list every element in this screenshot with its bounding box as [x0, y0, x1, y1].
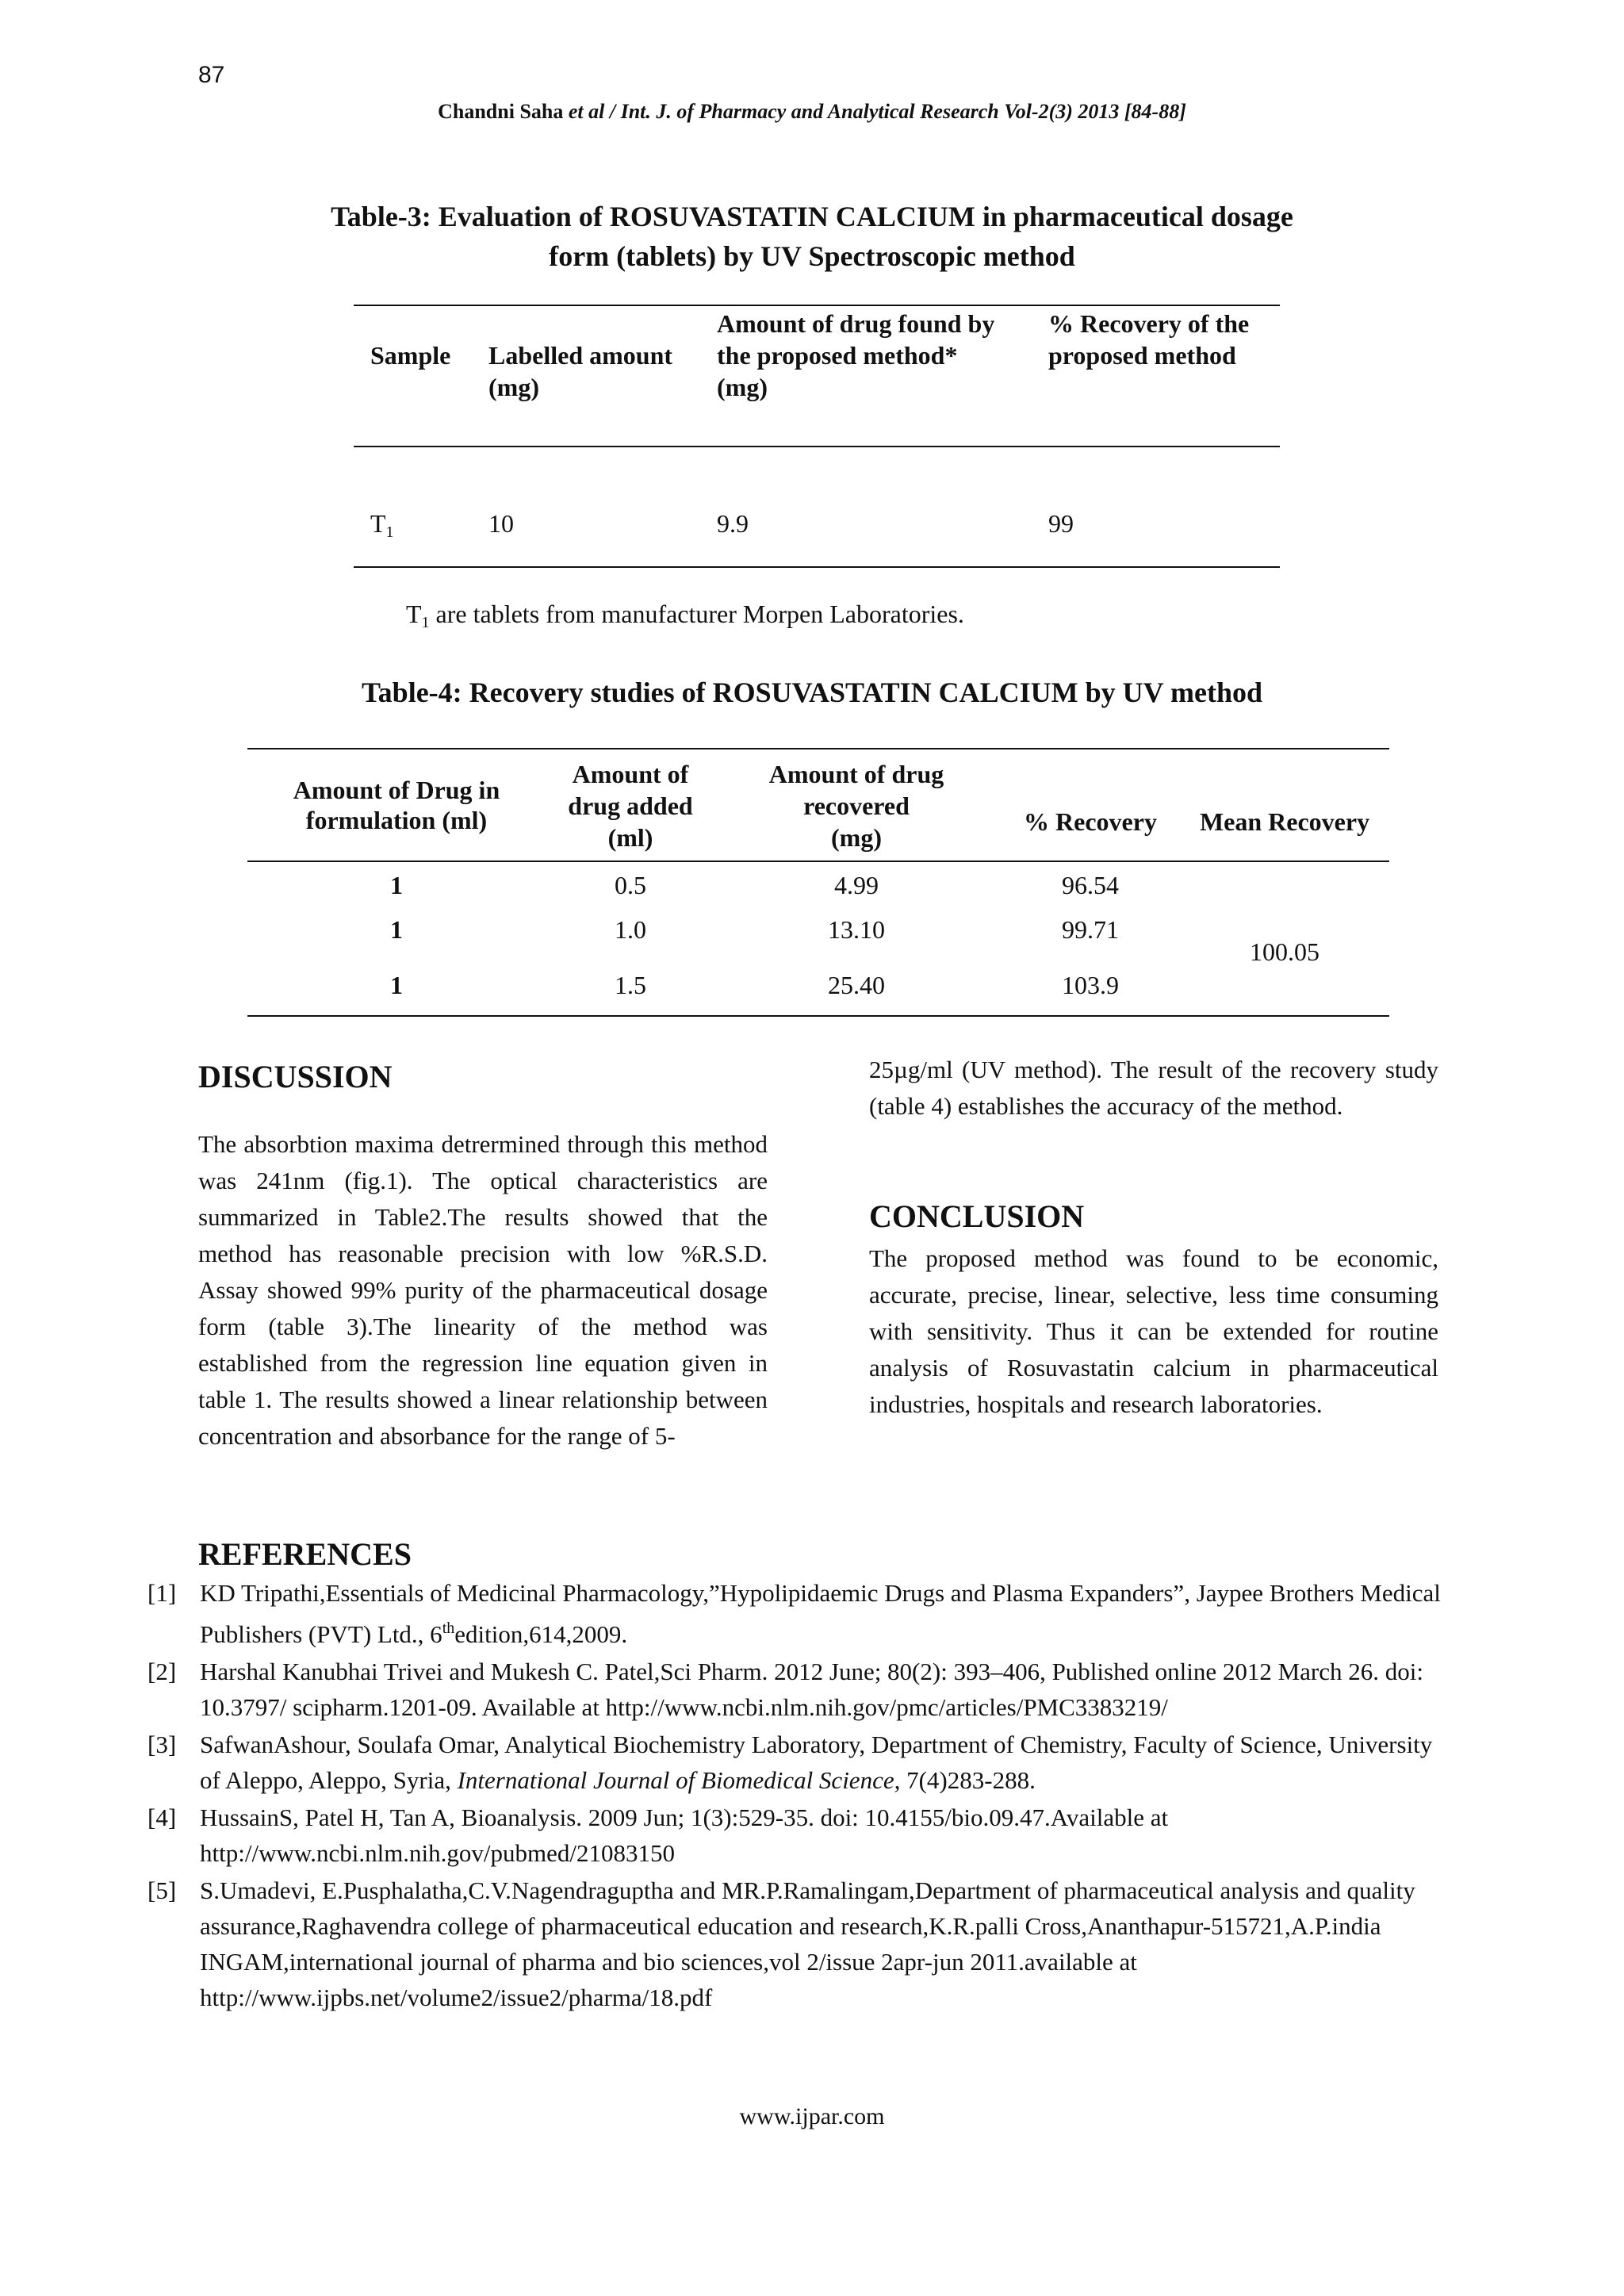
table3-caption-line2: form (tablets) by UV Spectroscopic method [549, 240, 1075, 272]
table4-cell-formulation: 1 [390, 871, 403, 899]
conclusion-heading: CONCLUSION [869, 1198, 1085, 1234]
conclusion-text: The proposed method was found to be economic, accurate, precise, linear, selective, less time consuming with sensitivity. Thus it can be extended for routine analysis of Rosuvastatin calcium in pharmaceutical industries, hospitals and research laboratories. [869, 1244, 1438, 1418]
table4-cell-added: 0.5 [615, 871, 646, 899]
table4-header-percent: % Recovery [1024, 807, 1157, 836]
discussion-continued-text: 25µg/ml (UV method). The result of the recovery study (table 4) establishes the accuracy of the method. [869, 1056, 1438, 1120]
table4-header-rule [247, 861, 1389, 862]
table4-cell-formulation: 1 [390, 971, 403, 999]
table3-header-rule [354, 446, 1280, 447]
table3-sample-subscript: 1 [385, 523, 394, 541]
reference-text: S.Umadevi, E.Pusphalatha,C.V.Nagendraguptha and MR.P.Ramalingam,Department of pharmaceutical analysis and quality assurance,Raghavendra college of pharmaceutical education and research,K.R.palli Cross,Ananthapur-515721,A.P.india INGAM,international journal of pharma and bio sciences,vol 2/issue 2apr-jun 2011.available at http://www.ijpbs.net/volume2/issue2/pharma/18.pdf [200, 1876, 1415, 2011]
reference-item [147, 1872, 1448, 2015]
footnote-letter: T [406, 600, 422, 628]
table3-bottom-rule [354, 566, 1280, 568]
table3-cell-recovery: 99 [1048, 509, 1074, 538]
table4-header-added-line3: (ml) [607, 823, 653, 852]
table3-header-found-line3: (mg) [717, 373, 768, 401]
table3-header-recovery-line1: % Recovery of the [1048, 309, 1250, 338]
table3-header-labelled-line2: (mg) [488, 373, 539, 401]
table4-cell-added: 1.0 [615, 915, 646, 944]
table4-cell-recovered: 4.99 [834, 871, 879, 899]
table3-header-labelled-line1: Labelled amount [488, 341, 673, 370]
table4-header-recovered-line1: Amount of drug [768, 760, 944, 788]
footnote-text: are tablets from manufacturer Morpen Laboratories. [429, 600, 964, 628]
table3-header-recovery-line2: proposed method [1048, 341, 1236, 370]
table4-cell-percent: 99.71 [1062, 915, 1119, 944]
table3-cell-labelled: 10 [488, 509, 514, 538]
table3-caption-line1: Table-3: Evaluation of ROSUVASTATIN CALCIUM in pharmaceutical dosage [331, 201, 1293, 232]
running-author: Chandni Saha [438, 100, 564, 123]
table4-caption: Table-4: Recovery studies of ROSUVASTATIN CALCIUM by UV method [361, 677, 1263, 708]
table3-cell-sample [370, 508, 394, 548]
reference-text: KD Tripathi,Essentials of Medicinal Pharmacology,”Hypolipidaemic Drugs and Plasma Expanders”, Jaypee Brothers Medical Publishers (PVT) Ltd., 6 [200, 1579, 1441, 1648]
table3-top-rule [354, 305, 1280, 306]
table4-header-recovered-line3: (mg) [831, 823, 882, 852]
table4-header-mean: Mean Recovery [1199, 807, 1370, 836]
reference-superscript: th [442, 1619, 455, 1637]
table4-header-added-line2: drug added [568, 792, 693, 820]
footnote-subscript: 1 [421, 614, 430, 631]
reference-item [147, 1800, 1448, 1871]
table3-header-found-line1: Amount of drug found by [717, 309, 995, 338]
reference-number: [5] [147, 1876, 177, 1904]
table4-cell-recovered: 25.40 [828, 971, 885, 999]
table3-footnote [406, 600, 964, 632]
table4-cell-percent: 103.9 [1062, 971, 1119, 999]
table4-cell-percent: 96.54 [1062, 871, 1119, 899]
table3-cell-found: 9.9 [717, 509, 749, 538]
reference-text: HussainS, Patel H, Tan A, Bioanalysis. 2009 Jun; 1(3):529-35. doi: 10.4155/bio.09.47.Available at http://www.ncbi.nlm.nih.gov/pubmed/21083150 [200, 1803, 1169, 1867]
reference-item [147, 1575, 1448, 1652]
table4-header-recovered-line2: recovered [803, 792, 910, 820]
page-number: 87 [198, 62, 225, 88]
reference-number: [2] [147, 1658, 177, 1685]
discussion-heading: DISCUSSION [198, 1059, 393, 1094]
discussion-text: The absorbtion maxima detrermined through this method was 241nm (fig.1). The optical characteristics are summarized in Table2.The results showed that the method has reasonable precision with low %R.S.D. Assay showed 99% purity of the pharmaceutical dosage form (table 3).The linearity of the method was established from the regression line equation given in table 1. The results showed a linear relationship between concentration and absorbance for the range of 5- [198, 1130, 768, 1450]
table4-cell-formulation: 1 [390, 915, 403, 944]
reference-item [147, 1654, 1448, 1725]
references-heading: REFERENCES [198, 1536, 412, 1572]
running-header [0, 100, 1624, 124]
reference-item [147, 1727, 1448, 1798]
table3-header-found-line2: the proposed method* [717, 341, 958, 370]
reference-number: [4] [147, 1803, 177, 1831]
references-list [147, 1575, 1448, 2017]
table4-header-formulation-line1: Amount of Drug in [293, 776, 500, 804]
footer-url: www.ijpar.com [739, 2103, 885, 2129]
reference-number: [1] [147, 1579, 177, 1607]
reference-text-end: edition,614,2009. [454, 1620, 628, 1648]
table4-header-added-line1: Amount of [572, 760, 689, 788]
reference-text-end: 7(4)283-288. [900, 1766, 1036, 1794]
table3-sample-letter: T [370, 509, 386, 538]
reference-journal: International Journal of Biomedical Science, [457, 1766, 901, 1794]
table4-header-formulation-line2: formulation (ml) [305, 806, 488, 834]
table4-bottom-rule [247, 1015, 1389, 1017]
table4-top-rule [247, 748, 1389, 749]
reference-text: Harshal Kanubhai Trivei and Mukesh C. Patel,Sci Pharm. 2012 June; 80(2): 393–406, Published online 2012 March 26. doi: 10.3797/ scipharm.1201-09. Available at http://www.ncbi.nlm.nih.gov/pmc/articles/PMC3383219/ [200, 1658, 1423, 1721]
running-journal: et al / Int. J. of Pharmacy and Analytical Research Vol-2(3) 2013 [84-88] [563, 100, 1186, 123]
table3-header-sample: Sample [370, 341, 451, 370]
table4-cell-added: 1.5 [615, 971, 646, 999]
reference-number: [3] [147, 1731, 177, 1758]
reference-text: SafwanAshour, Soulafa Omar, Analytical Biochemistry Laboratory, Department of Chemistry, Faculty of Science, University of Aleppo, Aleppo, Syria, [200, 1731, 1433, 1794]
table4-mean-recovery: 100.05 [1250, 937, 1320, 966]
table4-cell-recovered: 13.10 [828, 915, 885, 944]
